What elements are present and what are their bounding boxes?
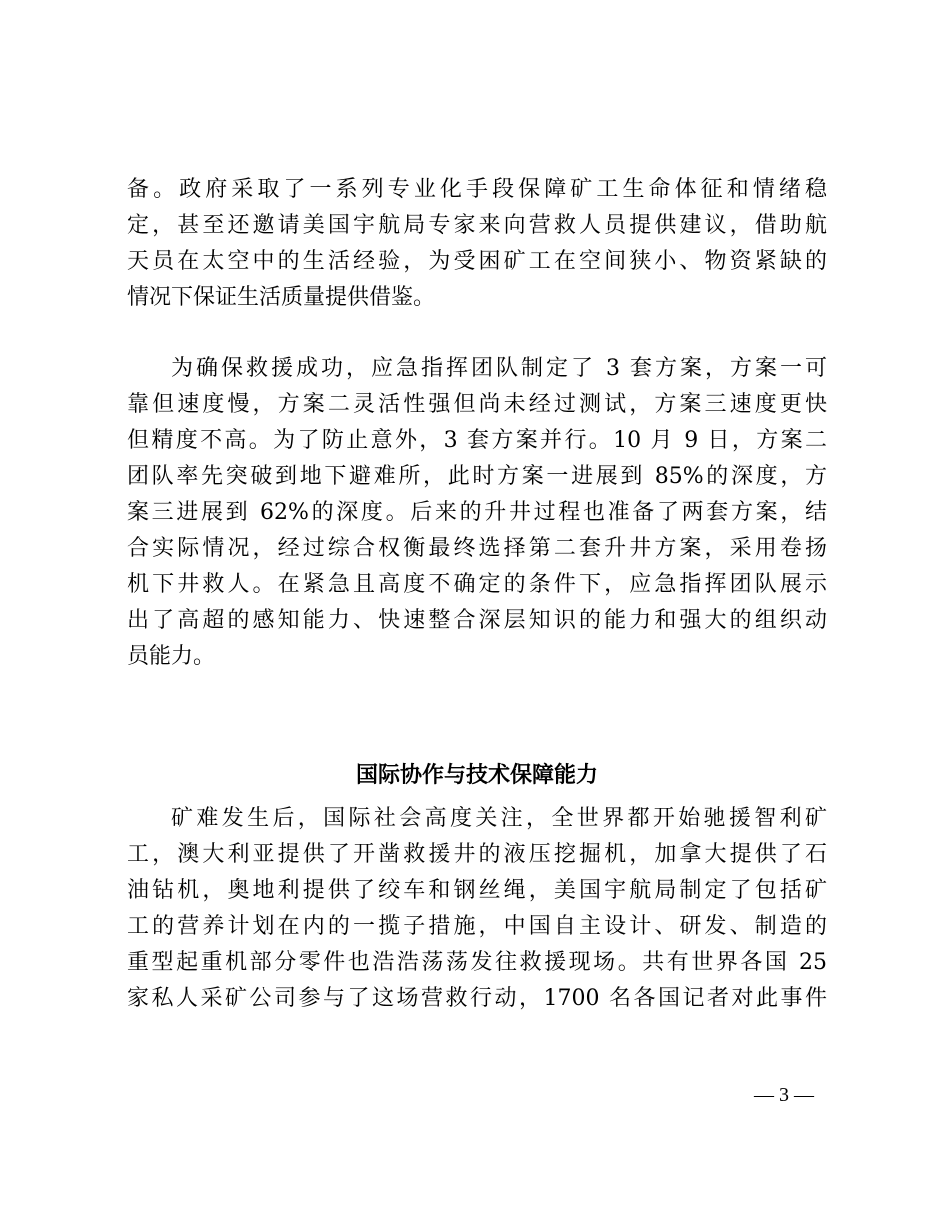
- paragraph-line: 情况下保证生活质量提供借鉴。: [127, 285, 436, 310]
- paragraph-line: 备。政府采取了一系列专业化手段保障矿工生命体征和情绪稳: [127, 177, 827, 202]
- paragraph-continuation: [127, 172, 827, 316]
- paragraph-line: 定，甚至还邀请美国宇航局专家来向营救人员提供建议，借助航: [127, 213, 827, 238]
- paragraph-line: 天员在太空中的生活经验，为受困矿工在空间狭小、物资紧缺的: [127, 249, 827, 274]
- section-heading-block: [127, 757, 827, 793]
- paragraph-line: 靠但速度慢，方案二灵活性强但尚未经过测试，方案三速度更快: [127, 392, 827, 417]
- section-heading: 国际协作与技术保障能力: [355, 762, 598, 788]
- paragraph-line: 案三进展到 62%的深度。后来的升井过程也准备了两套方案，结: [127, 500, 827, 525]
- paragraph-line: 但精度不高。为了防止意外，3 套方案并行。10 月 9 日，方案二: [127, 428, 827, 453]
- paragraph-line: 员能力。: [127, 644, 216, 669]
- paragraph-line: 重型起重机部分零件也浩浩荡荡发往救援现场。共有世界各国 25: [127, 950, 827, 975]
- paragraph-line: 团队率先突破到地下避难所，此时方案一进展到 85%的深度，方: [127, 464, 827, 489]
- paragraph-rescue-plans: [127, 351, 827, 675]
- paragraph-line: 工的营养计划在内的一揽子措施，中国自主设计、研发、制造的: [127, 914, 827, 939]
- paragraph-line: 机下井救人。在紧急且高度不确定的条件下，应急指挥团队展示: [127, 572, 827, 597]
- paragraph-line: 矿难发生后，国际社会高度关注，全世界都开始驰援智利矿: [171, 806, 827, 831]
- page-number: — 3 —: [754, 1084, 814, 1106]
- paragraph-line: 油钻机，奥地利提供了绞车和钢丝绳，美国宇航局制定了包括矿: [127, 878, 827, 903]
- paragraph-international-cooperation: [127, 801, 827, 1017]
- paragraph-line: 合实际情况，经过综合权衡最终选择第二套升井方案，采用卷扬: [127, 536, 827, 561]
- paragraph-line: 为确保救援成功，应急指挥团队制定了 3 套方案，方案一可: [171, 356, 827, 381]
- paragraph-line: 出了高超的感知能力、快速整合深层知识的能力和强大的组织动: [127, 608, 827, 633]
- paragraph-line: 家私人采矿公司参与了这场营救行动，1700 名各国记者对此事件: [127, 986, 827, 1011]
- paragraph-line: 工，澳大利亚提供了开凿救援井的液压挖掘机，加拿大提供了石: [127, 842, 827, 867]
